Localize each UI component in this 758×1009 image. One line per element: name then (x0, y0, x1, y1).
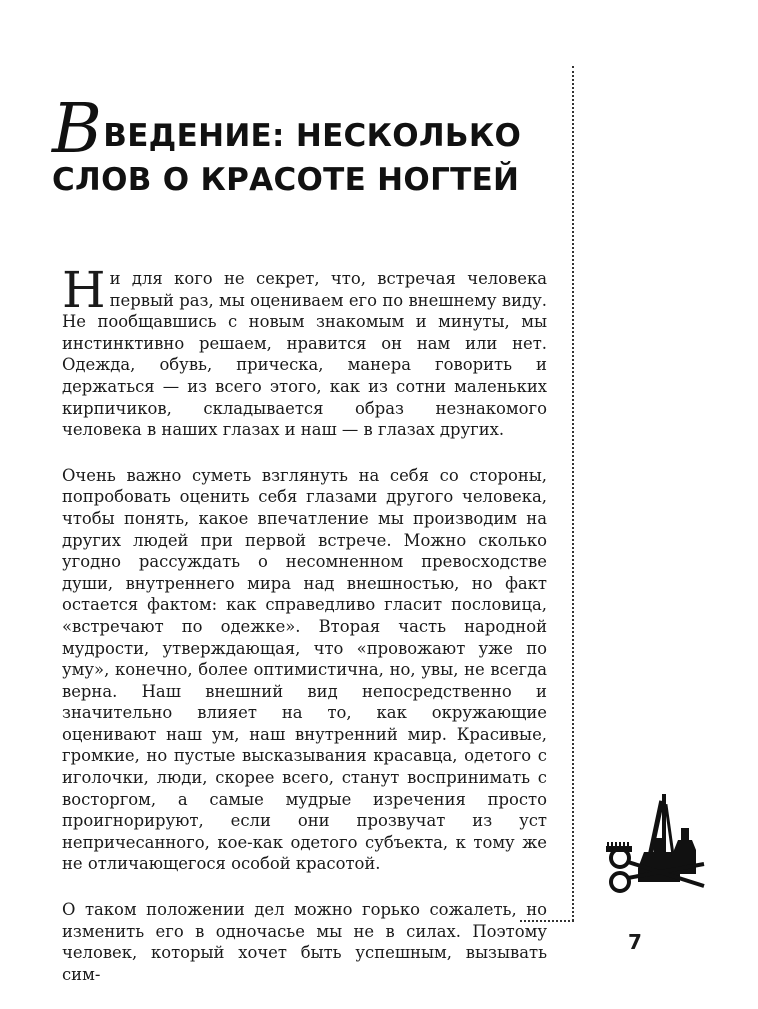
chapter-body (62, 261, 547, 1009)
title-text: ВЕДЕНИЕ: НЕСКОЛЬКО СЛОВ О КРАСОТЕ НОГТЕЙ (52, 118, 522, 198)
chapter-title (52, 90, 572, 202)
paragraph-1 (62, 261, 547, 441)
drop-cap: Н (62, 261, 106, 319)
manicure-tools-icon (604, 790, 714, 900)
title-initial: В (52, 90, 103, 169)
paragraph-2: Очень важно суметь взглянуть на себя со стороны, попробовать оценить себя глазами другого человека, чтобы понять, какое впечатление мы производим на других людей при первой встрече. Можно сколько угодно рассуждать о несомненном превосходстве души, внутреннего мира над внешностью, но факт остается фактом: как справедливо гласит пословица, «встречают по одежке». Вторая часть народной мудрости, утверждающая, что «провожают уже по уму», конечно, более оптимистична, но, увы, не всегда верна. Наш внешний вид непосредственно и значительно влияет на то, как окружающие оценивают наш ум, наш внутренний мир. Красивые, громкие, но пустые высказывания красавца, одетого с иголочки, люди, скорее всего, станут воспринимать с восторгом, а самые мудрые изречения просто проигнорируют, если они прозвучат из уст непричесанного, кое-как одетого субъекта, к тому же не отличающегося особой красотой. (62, 465, 547, 874)
paragraph-1-text: и для кого не секрет, что, встречая человека первый раз, мы оцениваем его по внешнему виду. Не пообщавшись с новым знакомым и минуты, мы инстинктивно решаем, нравится он нам или нет. Одежда, обувь, прическа, манера говорить и держаться — из всего этого, как из сотни маленьких кирпичиков, складывается образ незнакомого человека в наших глазах и наш — в глазах других. (62, 269, 547, 440)
page-number: 7 (628, 930, 642, 954)
margin-dotted-rule (572, 66, 574, 921)
paragraph-3: О таком положении дел можно горько сожалеть, но изменить его в одночасье мы не в силах. Поэтому человек, который хочет быть успешным, вызывать сим- (62, 900, 547, 984)
